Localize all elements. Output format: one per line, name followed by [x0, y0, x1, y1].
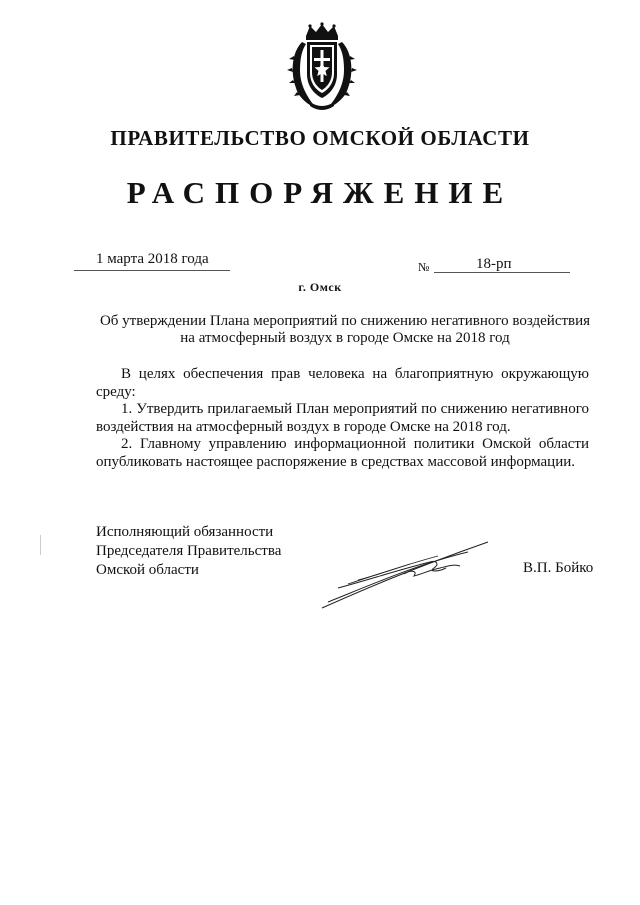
coat-of-arms-icon [286, 22, 358, 112]
document-type-title: РАСПОРЯЖЕНИЕ [126, 175, 514, 210]
signatory-position [96, 523, 281, 580]
government-title: ПРАВИТЕЛЬСТВО ОМСКОЙ ОБЛАСТИ [110, 126, 530, 150]
document-subject [90, 313, 600, 347]
document-city: г. Омск [298, 280, 342, 294]
date-underline [74, 270, 230, 271]
signatory-position-line-3: Омской области [96, 562, 199, 578]
number-sign: № [418, 260, 430, 274]
document-number: 18-рп [476, 256, 512, 272]
signatory-position-line-1: Исполняющий обязанности [96, 524, 274, 540]
document-date: 1 марта 2018 года [96, 251, 209, 267]
body-paragraph-preamble: В целях обеспечения прав человека на благоприятную окружающую среду: [96, 366, 589, 400]
scan-margin-mark [40, 535, 41, 555]
signatory-name: В.П. Бойко [523, 560, 594, 576]
document-body [96, 366, 589, 471]
subject-line-1: Об утверждении Плана мероприятий по снижению негативного воздействия [99, 313, 591, 329]
body-paragraph-item-2: 2. Главному управлению информационной политики Омской области опубликовать настоящее распоряжение в средствах массовой информации. [96, 436, 589, 470]
subject-line-2: на атмосферный воздух в городе Омске на 2018 год [180, 330, 510, 346]
handwritten-signature [318, 540, 493, 612]
signatory-position-line-2: Председателя Правительства [96, 543, 282, 559]
number-underline [434, 272, 570, 273]
body-paragraph-item-1: 1. Утвердить прилагаемый План мероприятий по снижению негативного воздействия на атмосферный воздух в городе Омске на 2018 год. [96, 401, 589, 435]
